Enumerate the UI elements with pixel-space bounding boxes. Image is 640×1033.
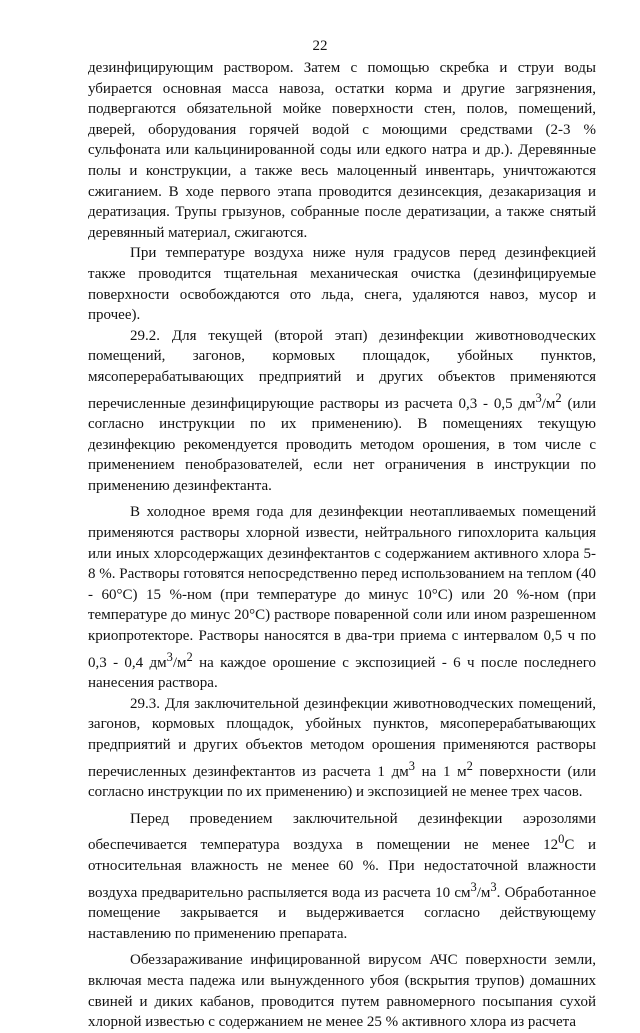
page-number: 22 <box>312 38 328 54</box>
text-segment: В холодное время года для дезинфекции неотапливаемых помещений применяются растворы хлорной извести, нейтрального гипохлорита кальция или иных хлорсодержащих дезинфектантов с содержанием активного хлора 5-8 %. Растворы готовятся непосредственно перед использованием на теплом (40 - 60°С) 15 %-ном (при температуре до минус 10°С) или 20 %-ном (при температуре до минус 20°С) растворе поваренной соли или ином разрешенном криопротекторе. Растворы наносятся в два-три приема с интервалом 0,5 ч по 0,3 - 0,4 дм <box>88 504 596 671</box>
text-segment: на каждое орошение с экспозицией - 6 ч после последнего нанесения раствора. <box>88 654 597 692</box>
text-segment: . Обработанное помещение закрывается и выдерживается согласно действующему наставлению по применению препарата. <box>88 884 596 942</box>
superscript: 2 <box>186 649 193 664</box>
superscript: 3 <box>408 758 415 773</box>
text-segment: /м <box>172 654 187 671</box>
paragraph-aerosol-disinfection <box>88 809 596 945</box>
paragraph-cold-season-disinfection <box>88 502 596 693</box>
document-body <box>88 58 596 1033</box>
text-segment: /м <box>476 884 491 901</box>
text-segment: (или согласно инструкции по их применению). В помещениях текущую дезинфекцию рекомендуется проводить методом орошения, в том числе с применением пенобразователей, если нет ограничения в инструкции по применению дезинфектанта. <box>88 395 596 494</box>
superscript: 0 <box>558 832 565 847</box>
superscript: 2 <box>555 390 562 405</box>
superscript: 3 <box>470 879 477 894</box>
text-segment: на 1 м <box>414 763 467 780</box>
text-segment: С и относительная влажность не менее 60 %. При недостаточной влажности воздуха предварительно распыляется вода из расчета 10 см <box>88 837 596 901</box>
paragraph-cleaning-continuation: дезинфицирующим раствором. Затем с помощью скребка и струи воды убирается основная масса навоза, остатки корма и другие загрязнения, подвергаются обязательной мойке поверхности стен, полов, помещений, дверей, оборудования горячей водой с моющими средствами (2-3 % сульфоната или кальцинированной соды или едкого натра и др.). Деревянные полы и конструкции, а также весь малоценный инвентарь, уничтожаются сжиганием. В ходе первого этапа проводится дезинсекция, дезакаризация и дератизация. Трупы грызунов, собранные после дератизации, а также снятый деревянный материал, сжигаются. <box>88 60 596 241</box>
text-segment: Перед проведением заключительной дезинфекции аэрозолями обеспечивается температура воздуха в помещении не менее 12 <box>88 810 596 854</box>
text-segment: /м <box>541 395 556 412</box>
paragraph-cold-temperature-cleaning: При температуре воздуха ниже нуля градусов перед дезинфекцией также проводится тщательная механическая очистка (дезинфицируемые поверхности освобождаются ото льда, снега, удаляются навоз, мусор и прочее). <box>88 245 596 324</box>
superscript: 3 <box>490 879 497 894</box>
superscript: 3 <box>535 390 542 405</box>
superscript: 3 <box>166 649 173 664</box>
text-segment: 29.2. Для текущей (второй этап) дезинфекции животноводческих помещений, загонов, кормовых площадок, убойных пунктов, мясоперерабатывающих предприятий и других объектов применяются перечисленные дезинфицирующие растворы из расчета 0,3 - 0,5 дм <box>88 327 596 412</box>
paragraph-soil-disinfection: Обеззараживание инфицированной вирусом АЧС поверхности земли, включая места падежа или вынужденного убоя (вскрытия трупов) домашних свиней и диких кабанов, проводится путем равномерного посыпания сухой хлорной известью с содержанием не менее 25 % активного хлора из расчета <box>88 952 596 1031</box>
superscript: 2 <box>466 758 473 773</box>
paragraph-29-3-final-disinfection <box>88 694 596 803</box>
text-segment: 29.3. Для заключительной дезинфекции животноводческих помещений, загонов, кормовых площадок, убойных пунктов, мясоперерабатывающих предприятий и других объектов методом орошения применяются растворы перечисленных дезинфектантов из расчета 1 дм <box>88 695 596 780</box>
paragraph-29-2-current-disinfection <box>88 326 596 497</box>
text-segment: поверхности (или согласно инструкции по их применению) и экспозицией не менее трех часов. <box>88 763 596 801</box>
